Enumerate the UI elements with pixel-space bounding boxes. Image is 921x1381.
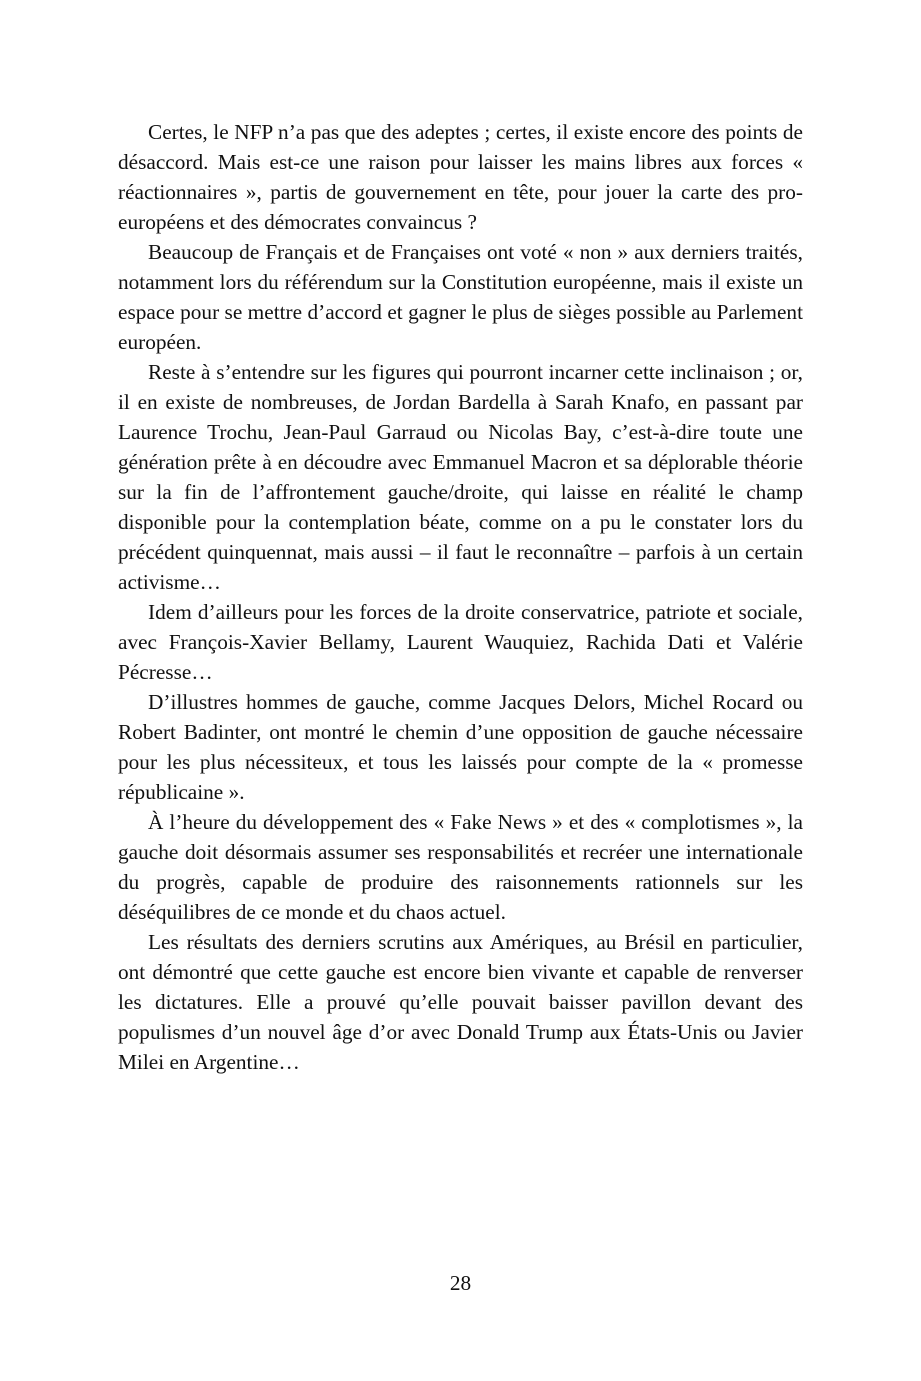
page-number: 28 [449,1271,472,1295]
paragraph-6: À l’heure du développement des « Fake News » et des « complotismes », la gauche doit désormais assumer ses responsabilités et recréer une internationale du progrès, capable de produire des raisonnements rationnels sur les déséquilibres de ce monde et du chaos actuel. [118,810,803,924]
paragraph-1: Certes, le NFP n’a pas que des adeptes ; certes, il existe encore des points de désaccord. Mais est-ce une raison pour laisser les mains libres aux forces « réactionnaires », partis de gouvernement en tête, pour jouer la carte des pro-européens et des démocrates convaincus ? [118,120,803,234]
paragraph-2: Beaucoup de Français et de Françaises ont voté « non » aux derniers traités, notamment lors du référendum sur la Constitution européenne, mais il existe un espace pour se mettre d’accord et gagner le plus de sièges possible au Parlement européen. [118,240,803,354]
paragraph-7: Les résultats des derniers scrutins aux Amériques, au Brésil en particulier, ont démontré que cette gauche est encore bien vivante et capable de renverser les dictatures. Elle a prouvé qu’elle pouvait baisser pavillon devant des populismes d’un nouvel âge d’or avec Donald Trump aux États-Unis ou Javier Milei en Argentine… [118,930,803,1074]
paragraph-4: Idem d’ailleurs pour les forces de la droite conservatrice, patriote et sociale, avec François-Xavier Bellamy, Laurent Wauquiez, Rachida Dati et Valérie Pécresse… [118,600,803,684]
body-text [118,117,803,1077]
paragraph-3: Reste à s’entendre sur les figures qui pourront incarner cette inclinaison ; or, il en existe de nombreuses, de Jordan Bardella à Sarah Knafo, en passant par Laurence Trochu, Jean-Paul Garraud ou Nicolas Bay, c’est-à-dire toute une génération prête à en découdre avec Emmanuel Macron et sa déplorable théorie sur la fin de l’affrontement gauche/droite, qui laisse en réalité le champ disponible pour la contemplation béate, comme on a pu le constater lors du précédent quinquennat, mais aussi – il faut le reconnaître – parfois à un certain activisme… [118,360,803,594]
paragraph-5: D’illustres hommes de gauche, comme Jacques Delors, Michel Rocard ou Robert Badinter, ont montré le chemin d’une opposition de gauche nécessaire pour les plus nécessiteux, et tous les laissés pour compte de la « promesse républicaine ». [118,690,803,804]
